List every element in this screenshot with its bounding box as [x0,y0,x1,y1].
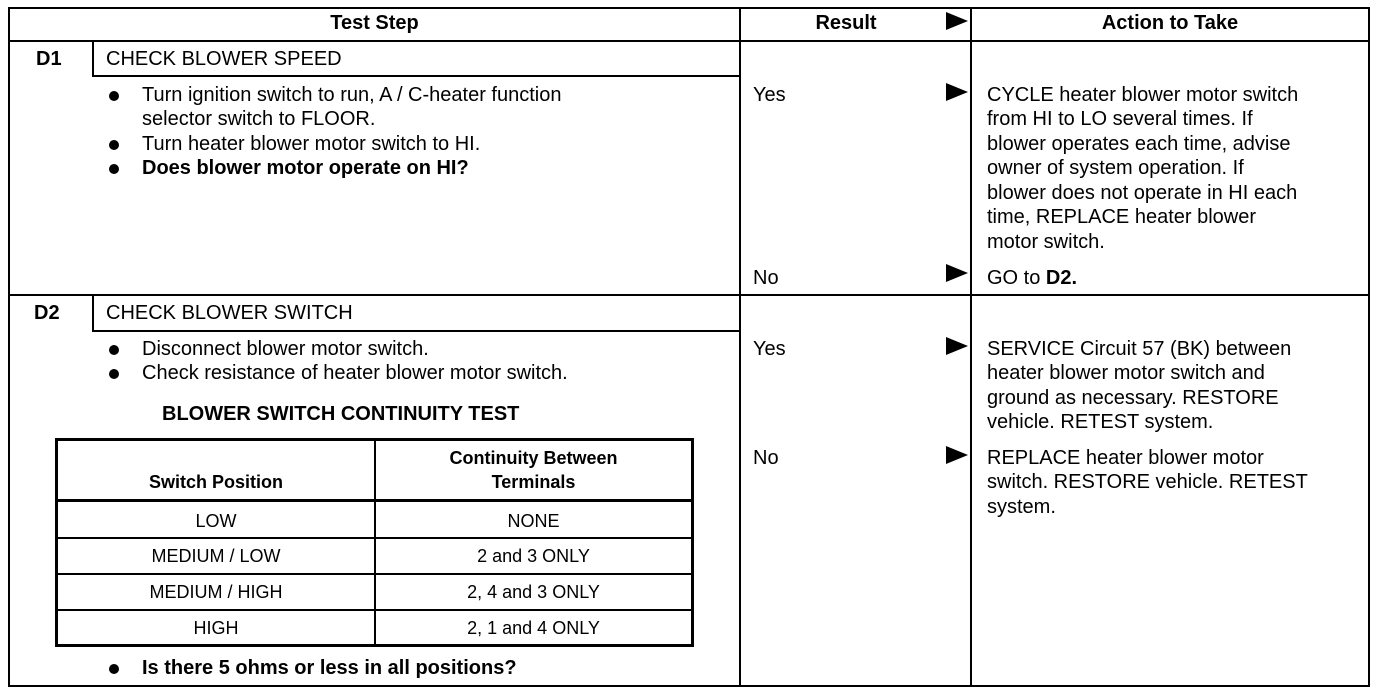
d2-yes-action-line-3: ground as necessary. RESTORE [987,387,1279,409]
d2-question: Is there 5 ohms or less in all positions? [142,657,517,679]
table-row-3-position: MEDIUM / HIGH [149,582,283,602]
d2-bullet-1-icon [109,345,119,355]
table-row-1-continuity: NONE [507,511,560,531]
header-arrow-icon [946,12,968,30]
d1-yes-action-line-6: time, REPLACE heater blower [987,206,1257,228]
d2-step-id: D2 [34,302,60,324]
d1-yes-action-line-5: blower does not operate in HI each [987,182,1298,204]
table-right-border [1368,7,1370,687]
d1-yes-action-line-2: from HI to LO several times. If [987,108,1253,130]
continuity-table-col-divider [374,438,376,647]
d1-step-2: Turn heater blower motor switch to HI. [142,133,481,155]
d2-step-title: CHECK BLOWER SWITCH [106,302,353,324]
table-row-4-continuity: 2, 1 and 4 ONLY [467,618,600,638]
d1-bullet-1-icon [109,91,119,101]
d2-yes-arrow-icon [946,337,968,355]
d2-yes-action-line-4: vehicle. RETEST system. [987,411,1214,433]
table-top-border [8,7,1370,9]
d1-id-divider [92,40,94,77]
d2-id-divider [92,294,94,332]
action-column-divider [970,7,972,687]
d1-bullet-3-icon [109,164,119,174]
table-row-4-position: HIGH [193,618,239,638]
table-row-2-position: MEDIUM / LOW [151,546,281,566]
d1-step-1-line-2: selector switch to FLOOR. [142,108,376,130]
continuity-table-header-bottom [55,499,694,502]
table-left-border [8,7,10,687]
d1-no-action-target: D2. [1045,267,1078,289]
header-result: Result [815,12,877,34]
d1-no-arrow-icon [946,264,968,282]
continuity-table-row-1-bottom [55,537,694,539]
d1-bullet-2-icon [109,140,119,150]
d2-yes-action-line-2: heater blower motor switch and [987,362,1265,384]
header-test-step: Test Step [330,12,419,34]
d1-no-label: No [753,267,779,289]
d2-no-action-line-3: system. [987,496,1056,518]
continuity-table-row-3-bottom [55,609,694,611]
d1-yes-action-line-1: CYCLE heater blower motor switch [987,84,1299,106]
d2-no-action-line-2: switch. RESTORE vehicle. RETEST [987,471,1308,493]
d2-bullet-3-icon [109,664,119,674]
d1-yes-action-line-3: blower operates each time, advise [987,133,1291,155]
table-row-3-continuity: 2, 4 and 3 ONLY [467,582,600,602]
continuity-table-row-2-bottom [55,573,694,575]
result-column-divider [739,7,741,687]
d2-step-2: Check resistance of heater blower motor switch. [142,362,568,384]
d1-yes-label: Yes [753,84,786,106]
d1-d2-separator [8,294,1370,296]
d2-title-bottom [92,330,740,332]
d1-yes-arrow-icon [946,83,968,101]
d1-no-action-prefix: GO to [987,267,1046,289]
d1-title-bottom [92,75,740,77]
d2-step-1: Disconnect blower motor switch. [142,338,429,360]
continuity-header-terminals-line-1: Continuity Between [449,448,618,468]
d1-yes-action-line-7: motor switch. [987,231,1105,253]
d1-no-action [987,266,1077,291]
continuity-header-terminals-line-2: Terminals [491,472,576,492]
d1-step-1-line-1: Turn ignition switch to run, A / C-heater function [142,84,562,106]
header-bottom-border [8,40,1370,42]
table-row-2-continuity: 2 and 3 ONLY [477,546,590,566]
d1-step-title: CHECK BLOWER SPEED [106,48,342,70]
table-bottom-border [8,685,1370,687]
continuity-header-switch-position: Switch Position [148,472,283,492]
d1-yes-action-line-4: owner of system operation. If [987,157,1244,179]
table-row-1-position: LOW [195,511,237,531]
d2-no-label: No [753,447,779,469]
d2-yes-action-line-1: SERVICE Circuit 57 (BK) between [987,338,1292,360]
header-action: Action to Take [1101,12,1239,34]
continuity-table-title: BLOWER SWITCH CONTINUITY TEST [162,403,520,425]
d2-no-action-line-1: REPLACE heater blower motor [987,447,1264,469]
d2-no-arrow-icon [946,446,968,464]
d2-bullet-2-icon [109,369,119,379]
d1-step-id: D1 [36,48,62,70]
d2-yes-label: Yes [753,338,786,360]
d1-step-3-question: Does blower motor operate on HI? [142,157,469,179]
